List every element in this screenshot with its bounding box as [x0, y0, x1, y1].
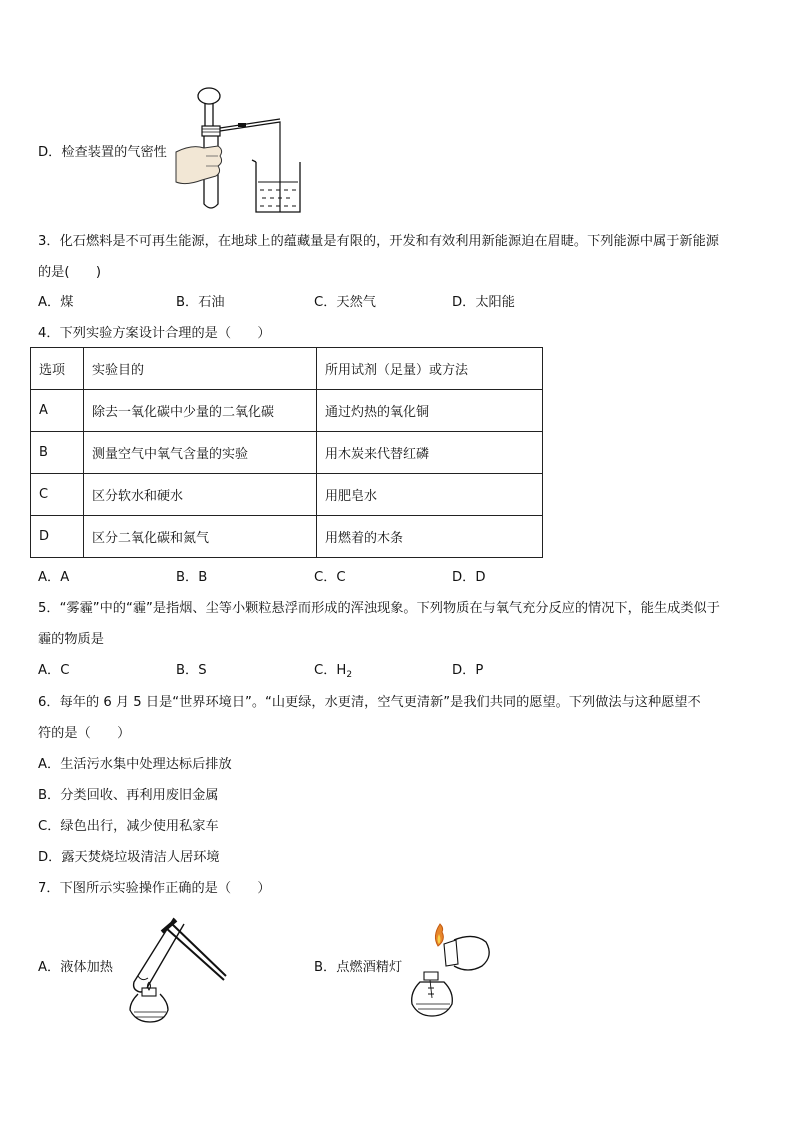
q4-option-c[interactable]: C．C — [314, 570, 346, 585]
liquid-heating-figure — [112, 910, 232, 1028]
q5-option-c-text: C．H — [314, 663, 347, 678]
table-cell: 用木炭来代替红磷 — [317, 432, 543, 474]
q5-option-c-subscript: 2 — [346, 670, 353, 680]
q5-stem-line1: 5．“雾霾”中的“霾”是指烟、尘等小颗粒悬浮而形成的浑浊现象。下列物质在与氧气充分反应的情况下，能生成类似于 — [38, 601, 720, 616]
table-cell: D — [31, 516, 84, 558]
q5-option-b[interactable]: B．S — [176, 663, 207, 678]
q2-option-d: D．检查装置的气密性 — [38, 145, 167, 160]
table-cell: 除去一氧化碳中少量的二氧化碳 — [84, 390, 317, 432]
q4-stem: 4．下列实验方案设计合理的是（ ） — [38, 326, 271, 341]
q3-stem-line2: 的是( ) — [38, 265, 102, 280]
q6-stem-line2: 符的是（ ） — [38, 726, 131, 741]
q5-option-a[interactable]: A．C — [38, 663, 70, 678]
q5-option-c[interactable] — [314, 659, 352, 680]
q7-stem: 7．下图所示实验操作正确的是（ ） — [38, 881, 271, 896]
q4-option-a[interactable]: A．A — [38, 570, 70, 585]
table-row — [31, 432, 543, 474]
q5-stem-line2: 霾的物质是 — [38, 632, 104, 647]
table-cell: 用肥皂水 — [317, 474, 543, 516]
table-cell: 通过灼热的氧化铜 — [317, 390, 543, 432]
table-cell: 测量空气中氧气含量的实验 — [84, 432, 317, 474]
table-row — [31, 516, 543, 558]
table-cell: 区分软水和硬水 — [84, 474, 317, 516]
table-cell: C — [31, 474, 84, 516]
q6-option-c[interactable]: C．绿色出行，减少使用私家车 — [38, 819, 219, 834]
table-row — [31, 474, 543, 516]
q3-option-b[interactable]: B．石油 — [176, 295, 225, 310]
q3-option-c[interactable]: C．天然气 — [314, 295, 376, 310]
table-cell: B — [31, 432, 84, 474]
q4-table — [30, 347, 543, 558]
lighting-alcohol-lamp-figure — [404, 918, 500, 1022]
q6-option-b[interactable]: B．分类回收、再利用废旧金属 — [38, 788, 219, 803]
q6-option-a[interactable]: A．生活污水集中处理达标后排放 — [38, 757, 232, 772]
table-row — [31, 390, 543, 432]
airtightness-check-figure — [172, 82, 312, 214]
q3-stem-line1: 3．化石燃料是不可再生能源，在地球上的蕴藏量是有限的，开发和有效利用新能源迫在眉睫。下列能源中属于新能源 — [38, 234, 719, 249]
table-header-cell: 所用试剂（足量）或方法 — [317, 348, 543, 390]
table-header-cell: 选项 — [31, 348, 84, 390]
q3-option-d[interactable]: D．太阳能 — [452, 295, 515, 310]
table-cell: A — [31, 390, 84, 432]
q7-option-b[interactable]: B．点燃酒精灯 — [314, 960, 403, 975]
q4-option-d[interactable]: D．D — [452, 570, 486, 585]
table-cell: 用燃着的木条 — [317, 516, 543, 558]
table-header-cell: 实验目的 — [84, 348, 317, 390]
q6-stem-line1: 6．每年的 6 月 5 日是“世界环境日”。“山更绿，水更清，空气更清新”是我们共同的愿望。下列做法与这种愿望不 — [38, 695, 701, 710]
table-header-row — [31, 348, 543, 390]
q6-option-d[interactable]: D．露天焚烧垃圾清洁人居环境 — [38, 850, 220, 865]
q7-option-a[interactable]: A．液体加热 — [38, 960, 113, 975]
q5-option-d[interactable]: D．P — [452, 663, 484, 678]
table-cell: 区分二氧化碳和氮气 — [84, 516, 317, 558]
q3-option-a[interactable]: A．煤 — [38, 295, 74, 310]
q4-option-b[interactable]: B．B — [176, 570, 208, 585]
